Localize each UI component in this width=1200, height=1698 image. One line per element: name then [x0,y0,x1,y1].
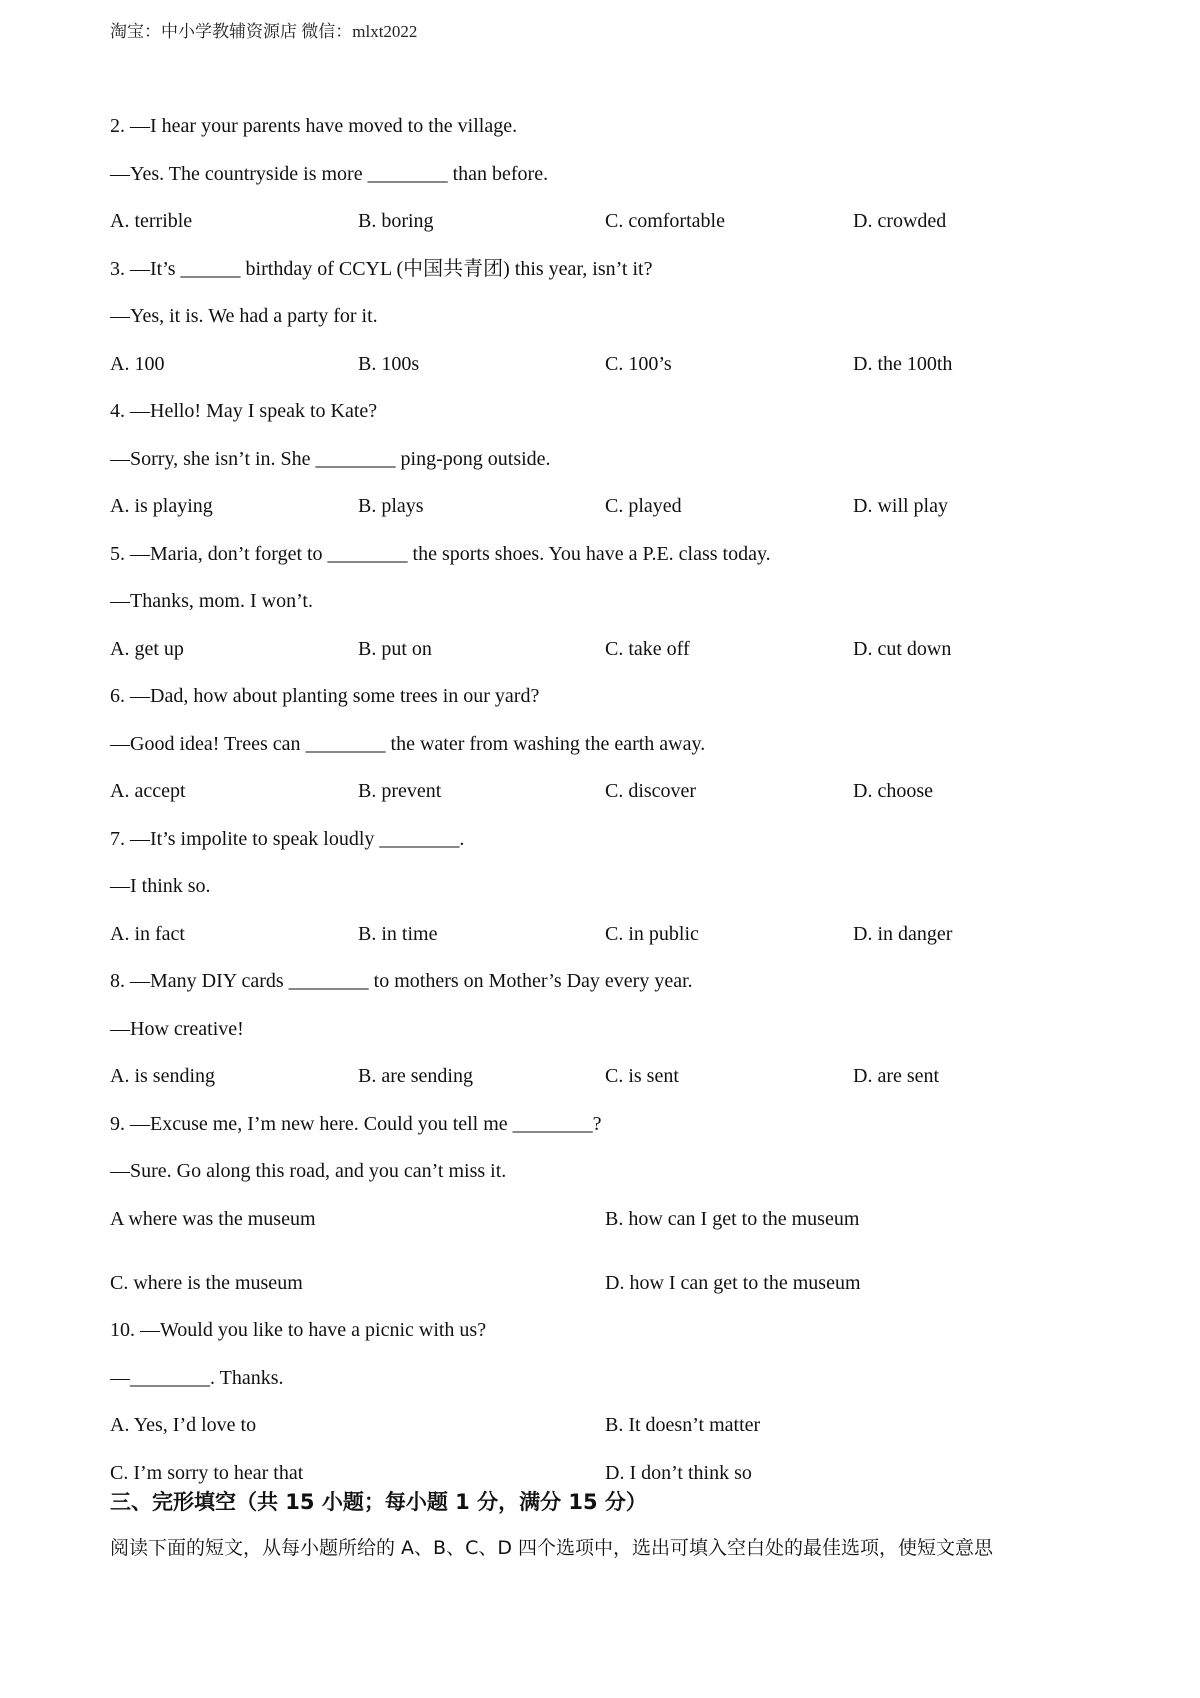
option-d: D. choose [853,780,933,802]
option-c: C. 100’s [605,352,672,375]
question-2-options [110,198,1110,246]
option-c: C. take off [605,637,690,660]
option-d: D. in danger [853,922,953,945]
question-3-options [110,341,1110,389]
option-c: C. where is the museum [110,1271,303,1294]
question-7-reply: —I think so. [110,875,211,897]
question-list [110,103,1110,1497]
question-7-options [110,911,1110,959]
option-d: D. the 100th [853,352,953,375]
question-3-stem: 3. —It’s ______ birthday of CCYL (中国共青团) this year, isn’t it? [110,257,653,280]
option-c: C. is sent [605,1065,679,1087]
question-8-reply: —How creative! [110,1017,244,1040]
option-b: B. prevent [358,780,442,802]
option-d: D. cut down [853,637,952,660]
question-5-stem: 5. —Maria, don’t forget to ________ the sports shoes. You have a P.E. class today. [110,542,771,565]
question-5-reply: —Thanks, mom. I won’t. [110,590,313,612]
question-10-options-row-1 [110,1402,1110,1450]
question-3-reply: —Yes, it is. We had a party for it. [110,305,378,327]
option-a: A. is playing [110,495,213,517]
question-2-reply: —Yes. The countryside is more ________ than before. [110,162,549,185]
question-8-stem: 8. —Many DIY cards ________ to mothers on Mother’s Day every year. [110,970,693,992]
option-b: B. plays [358,495,424,517]
option-a: A. Yes, I’d love to [110,1414,257,1436]
option-d: D. how I can get to the museum [605,1271,861,1294]
option-b: B. are sending [358,1065,473,1087]
option-b: B. put on [358,637,432,660]
question-6-stem: 6. —Dad, how about planting some trees in our yard? [110,685,540,707]
option-a: A. 100 [110,352,165,375]
option-d: D. I don’t think so [605,1461,752,1484]
question-9-options-row-2 [110,1260,1110,1308]
option-c: C. in public [605,922,699,945]
option-c: C. comfortable [605,210,725,232]
option-d: D. are sent [853,1065,940,1087]
option-a: A. is sending [110,1065,215,1087]
question-10-stem: 10. —Would you like to have a picnic with us? [110,1319,487,1341]
option-d: D. will play [853,495,948,517]
option-d: D. crowded [853,210,947,232]
question-9-stem: 9. —Excuse me, I’m new here. Could you tell me ________? [110,1112,602,1135]
option-a: A. terrible [110,210,193,232]
option-b: B. in time [358,922,438,945]
option-b: B. boring [358,210,434,232]
question-9-options-row-1 [110,1196,1110,1260]
option-a: A. in fact [110,922,185,945]
option-b: B. It doesn’t matter [605,1414,761,1436]
question-4-reply: —Sorry, she isn’t in. She ________ ping-pong outside. [110,447,551,470]
question-5-options [110,626,1110,674]
question-6-reply: —Good idea! Trees can ________ the water from washing the earth away. [110,732,706,755]
section-3-instruction: 阅读下面的短文，从每小题所给的 A、B、C、D 四个选项中，选出可填入空白处的最佳选项，使短文意思 [110,1537,994,1559]
question-4-options [110,483,1110,531]
option-c: C. played [605,495,682,517]
option-a: A. get up [110,637,184,660]
question-9-reply: —Sure. Go along this road, and you can’t miss it. [110,1160,507,1182]
option-a: A. accept [110,780,186,802]
question-2-stem: 2. —I hear your parents have moved to the village. [110,115,518,137]
option-c: C. discover [605,780,697,802]
option-b: B. 100s [358,352,420,375]
page-header: 淘宝：中小学教辅资源店 微信：mlxt2022 [110,22,418,41]
option-b: B. how can I get to the museum [605,1207,860,1230]
section-3-title: 三、完形填空（共 15 小题；每小题 1 分，满分 15 分） [110,1490,647,1514]
question-8-options [110,1053,1110,1101]
question-10-reply: —________. Thanks. [110,1366,284,1389]
option-c: C. I’m sorry to hear that [110,1461,304,1484]
option-a: A where was the museum [110,1207,316,1230]
question-4-stem: 4. —Hello! May I speak to Kate? [110,400,378,422]
question-7-stem: 7. —It’s impolite to speak loudly ________. [110,827,465,850]
question-6-options [110,768,1110,816]
